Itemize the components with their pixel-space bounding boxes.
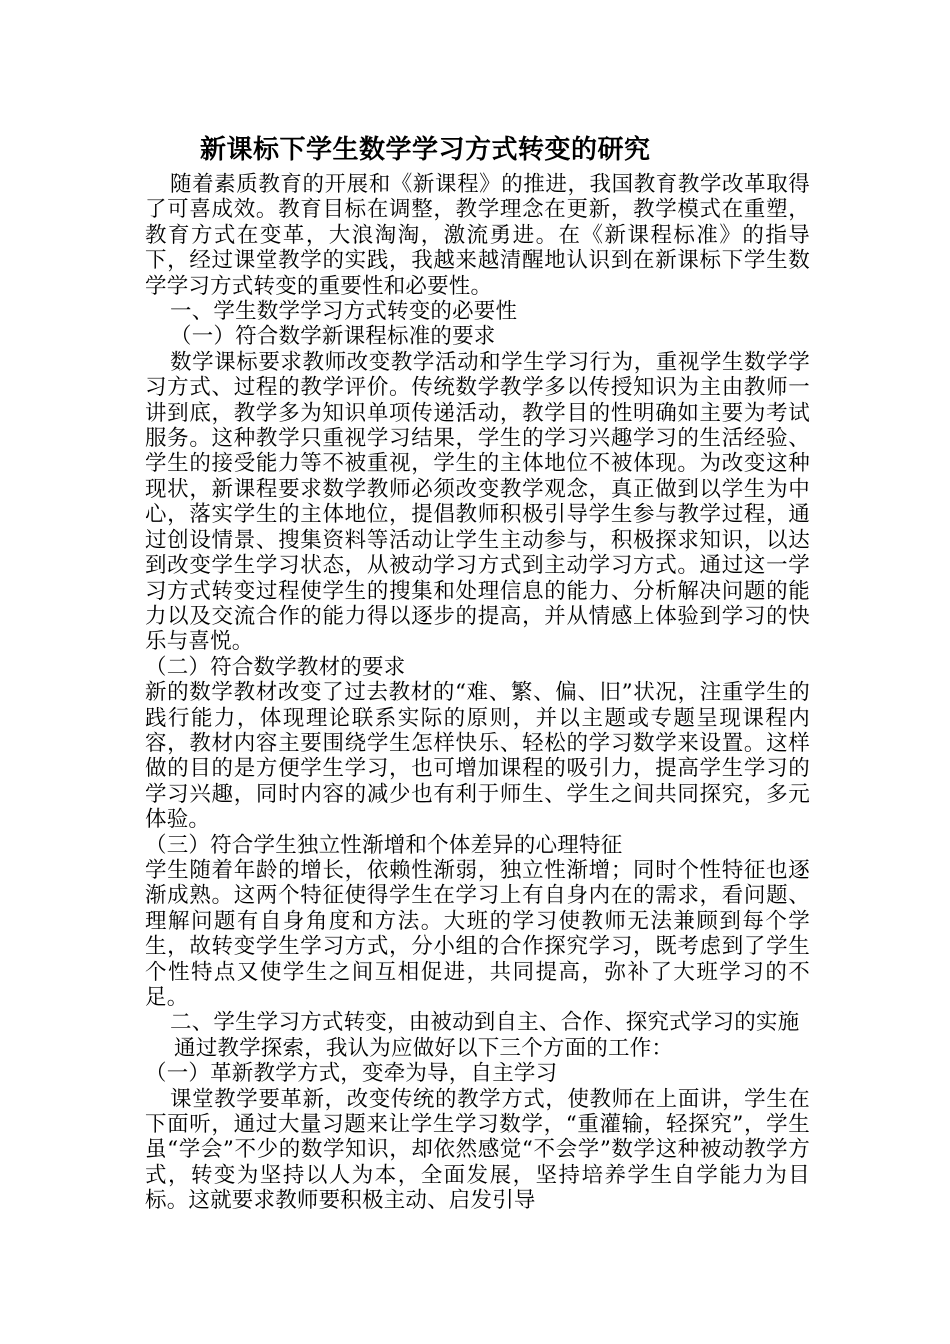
document-body (145, 172, 810, 1214)
heading-subsection-1-3: （三）符合学生独立性渐增和个体差异的心理特征 (145, 832, 623, 858)
paragraph-teaching-reform: 课堂教学要革新，改变传统的教学方式，使教师在上面讲，学生在下面听，通过大量习题来让学生学习数学，“重灌输，轻探究”，学生虽“学会”不少的数学知识，却依然感觉“不会学”数学这种被动教学方式，转变为坚持以人为本，全面发展，坚持培养学生自学能力为目标。这就要求教师要积极主动、启发引导 (145, 1086, 810, 1214)
heading-section-2: 二、学生学习方式转变，由被动到自主、合作、探究式学习的实施 (170, 1010, 800, 1036)
paragraph-textbook: 新的数学教材改变了过去教材的“难、繁、偏、旧”状况，注重学生的践行能力，体现理论联系实际的原则，并以主题或专题呈现课程内容，教材内容主要围绕学生怎样快乐、轻松的学习数学来设置。这样做的目的是方便学生学习，也可增加课程的吸引力，提高学生学习的学习兴趣，同时内容的减少也有利于师生、学生之间共同探究，多元体验。 (145, 680, 810, 833)
paragraph-psychology: 学生随着年龄的增长，依赖性渐弱，独立性渐增；同时个性特征也逐渐成熟。这两个特征使得学生在学习上有自身内在的需求，看问题、理解问题有自身角度和方法。大班的学习使教师无法兼顾到每个学生，故转变学生学习方式，分小组的合作探究学习，既考虑到了学生个性特点又使学生之间互相促进，共同提高，弥补了大班学习的不足。 (145, 857, 810, 1010)
heading-subsection-1-1: （一）符合数学新课程标准的要求 (170, 324, 496, 350)
heading-subsection-1-2: （二）符合数学教材的要求 (145, 654, 406, 680)
paragraph-curriculum-standard: 数学课标要求教师改变教学活动和学生学习行为，重视学生数学学习方式、过程的教学评价。传统数学教学多以传授知识为主由教师一讲到底，教学多为知识单项传递活动，教学目的性明确如主要为考试服务。这种教学只重视学习结果，学生的学习兴趣学习的生活经验、学生的接受能力等不被重视，学生的主体地位不被体现。为改变这种现状，新课程要求数学教师必须改变教学观念，真正做到以学生为中心，落实学生的主体地位，提倡教师积极引导学生参与教学过程，通过创设情景、搜集资料等活动让学生主动参与，积极探求知识，以达到改变学生学习状态，从被动学习方式到主动学习方式。通过这一学习方式转变过程使学生的搜集和处理信息的能力、分析解决问题的能力以及交流合作的能力得以逐步的提高，并从情感上体验到学习的快乐与喜悦。 (145, 349, 810, 655)
heading-subsection-2-1: （一）革新教学方式，变牵为导，自主学习 (145, 1061, 558, 1087)
document-title: 新课标下学生数学学习方式转变的研究 (200, 135, 651, 165)
paragraph-intro: 随着素质教育的开展和《新课程》的推进，我国教育教学改革取得了可喜成效。教育目标在调整，教学理念在更新，教学模式在重塑，教育方式在变革，大浪淘淘，激流勇进。在《新课程标准》的指导下，经过课堂教学的实践，我越来越清醒地认识到在新课标下学生数学学习方式转变的重要性和必要性。 (145, 172, 810, 299)
paragraph-three-aspects: 通过教学探索，我认为应做好以下三个方面的工作： (174, 1035, 674, 1061)
heading-section-1: 一、学生数学学习方式转变的必要性 (170, 299, 518, 325)
